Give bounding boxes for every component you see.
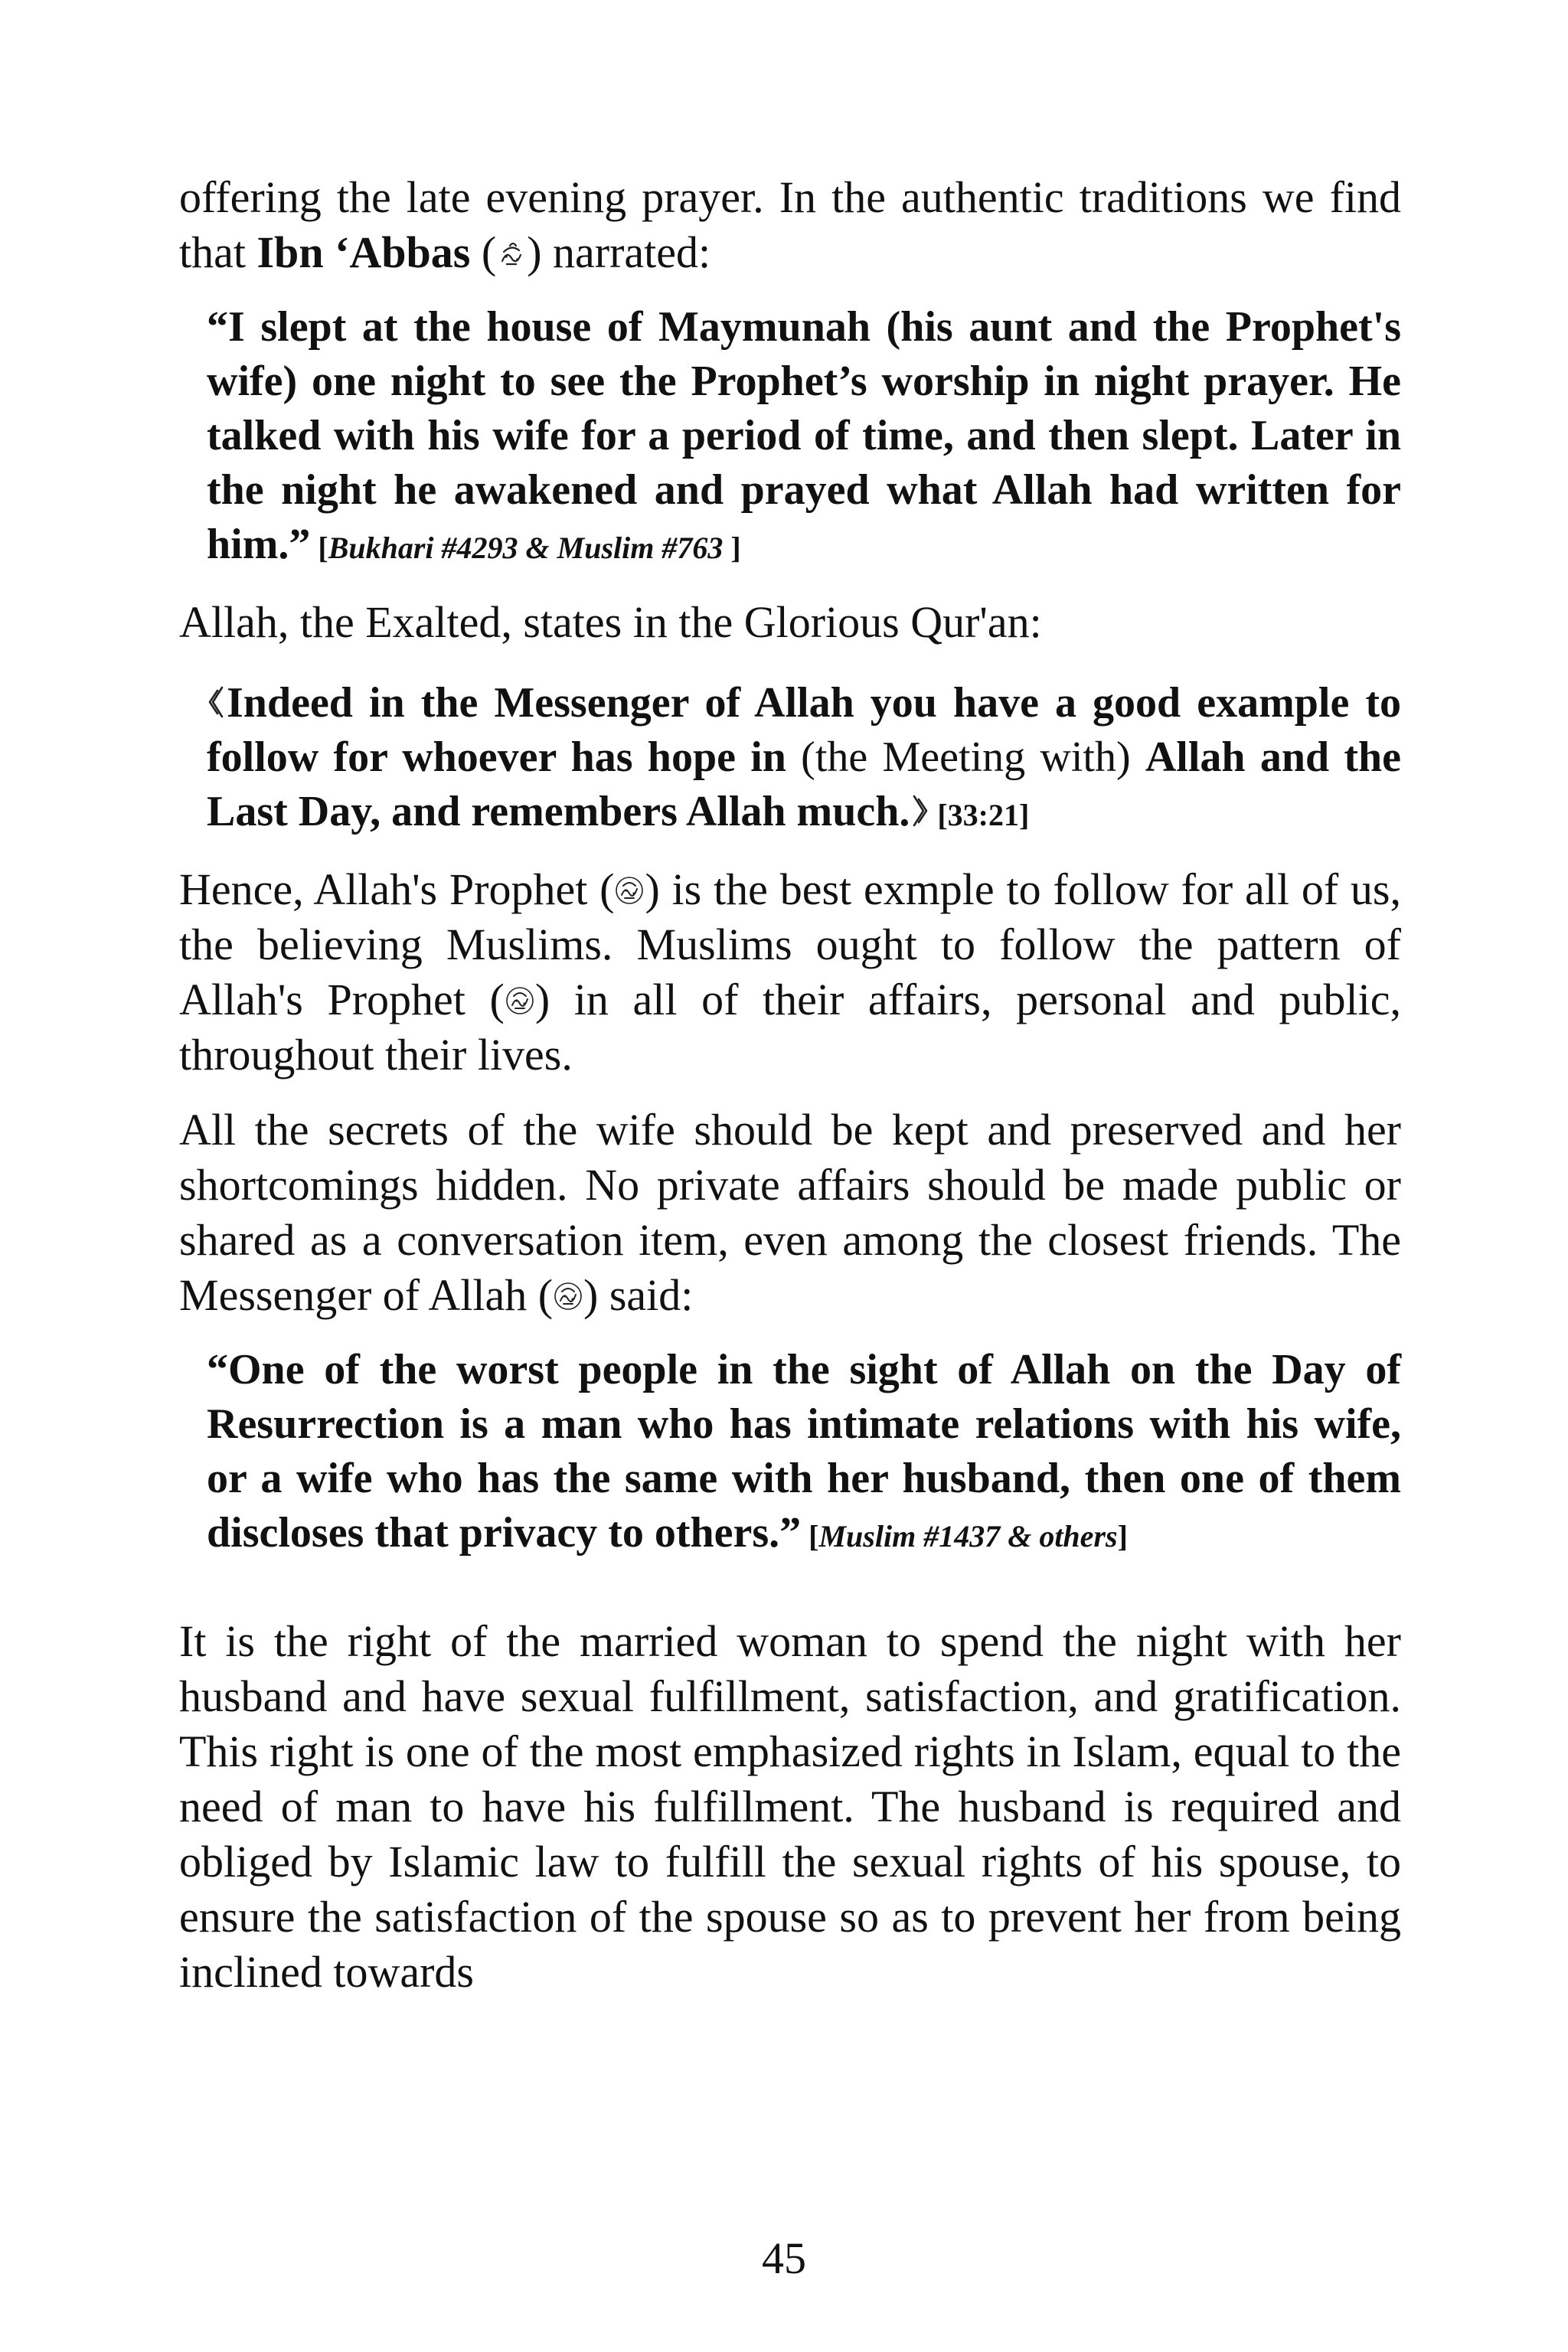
paragraph-text: ) said: (583, 1270, 694, 1320)
verse-text-bold: Indeed in the Messenger of Allah you have a good example to follow for whoever has hope in (207, 679, 1401, 781)
sallallahu-alayhi-wasallam-ligature-icon (553, 1278, 583, 1315)
hadith-reference (310, 531, 740, 565)
hadith-quote-maymunah (207, 300, 1401, 575)
verse-text-bold: Allah and the Last Day, and remembers Allah much. (207, 733, 1402, 835)
quote-text: “I slept at the house of Maymunah (his aunt and the Prophet's wife) one night to see the Prophet’s worship in night prayer. He talked with his wife for a period of time, and then slept. Later in the night he awakened and prayed what Allah had written for him.” (207, 303, 1401, 568)
ref-bracket-open: [ (801, 1519, 819, 1553)
page-body (179, 170, 1401, 2000)
ref-bracket-close: ] (1117, 1519, 1128, 1553)
hadith-quote-worst-people (207, 1343, 1401, 1563)
page-number: 45 (762, 2233, 806, 2283)
paragraph-text: Hence, Allah's Prophet ( (179, 864, 615, 914)
ref-source: Muslim #1437 & others (818, 1519, 1118, 1553)
paragraph-secrets (179, 1102, 1401, 1323)
verse-text-normal: (the Meeting with) (786, 733, 1145, 781)
verse-reference: [33:21] (929, 798, 1030, 832)
hadith-reference (801, 1519, 1128, 1553)
ornate-close-bracket-icon (910, 792, 929, 830)
paragraph-text: offering the late evening prayer. In the authentic traditions we find that (179, 172, 1401, 277)
paragraph-intro (179, 170, 1401, 280)
paragraph-text: All the secrets of the wife should be kept and preserved and her shortcomings hidden. No private affairs should be made public or shared as a conversation item, even among the closest friends. The Messenger of Allah ( (179, 1105, 1401, 1320)
sallallahu-alayhi-wasallam-ligature-icon (614, 872, 645, 909)
paren-open: ( (470, 227, 497, 277)
paragraph-wife-rights: It is the right of the married woman to spend the night with her husband and have sexual fulfillment, satisfaction, and gratification. This right is one of the most emphasized rights in Islam, equal to the need of man to have his fulfillment. The husband is required and obliged by Islamic law to fulfill the sexual rights of his spouse, to ensure the satisfaction of the spouse so as to prevent her from being inclined towards (179, 1616, 1401, 1997)
sallallahu-alayhi-wasallam-ligature-icon (505, 982, 535, 1019)
ornate-open-bracket-icon (207, 683, 227, 721)
paragraph-best-example (179, 862, 1401, 1083)
paragraph-quran-intro: Allah, the Exalted, states in the Glorious Qur'an: (179, 597, 1042, 647)
quote-text: “One of the worst people in the sight of Allah on the Day of Resurrection is a man who has intimate relations with his wife, or a wife who has the same with her husband, then one of them discloses that privacy to others.” (207, 1346, 1401, 1557)
paragraph-text: narrated: (541, 227, 711, 277)
ref-bracket-close: ] (723, 531, 741, 565)
ref-bracket-open: [ (310, 531, 328, 565)
ref-source: Bukhari #4293 & Muslim #763 (328, 531, 724, 565)
paragraph-text: ) is the best exmple to follow for all of us, the believing Muslims. Muslims ought to follow the pattern of Allah's Prophet ( (179, 864, 1402, 1024)
quran-verse-quote (207, 676, 1401, 842)
radiallahu-anhu-ligature-icon (496, 235, 527, 272)
paren-close: ) (527, 227, 542, 277)
paragraph-text: ) in all of their affairs, personal and public, throughout their lives. (179, 975, 1401, 1080)
companion-name: Ibn ‘Abbas (256, 227, 471, 277)
